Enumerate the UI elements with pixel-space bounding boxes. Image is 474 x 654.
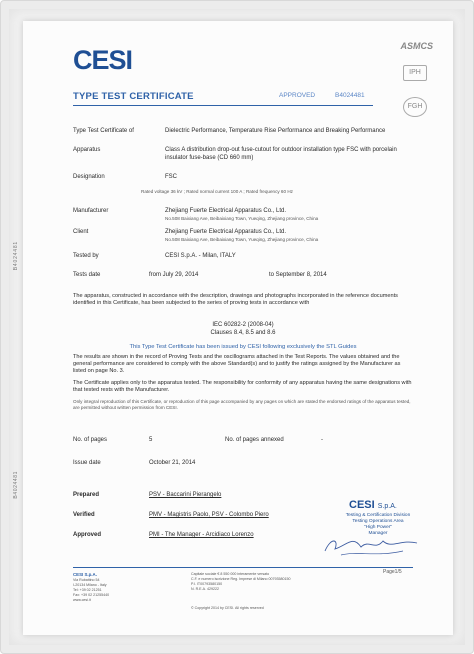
reproduction-paragraph: Only integral reproduction of this Certificate, or reproduction of this page accompanied by any pages on which are stated the endorsed ratings of the apparatus tested, are permitted without written permission from CESI. (73, 399, 411, 410)
cesi-seal (323, 499, 433, 569)
verified-value: PMV - Magistris Paolo, PSV - Colombo Piero (149, 512, 269, 518)
client-name: Zhejiang Fuerte Electrical Apparatus Co., Ltd. (165, 229, 287, 235)
vertical-certificate-number: B4024481 (13, 241, 19, 271)
issued-by-line: This Type Test Certificate has been issued by CESI following exclusively the STL Guides (129, 344, 357, 350)
page-footer (73, 567, 413, 618)
seal-name: CESI (349, 499, 375, 511)
manufacturer-address: No.508 Baixiang Ave, Beibaixiang Town, Yueqing, Zhejiang province, China (165, 216, 319, 221)
tests-date-label: Tests date (73, 272, 101, 278)
footer-capital-line: P.I. IT00793580150 (191, 582, 223, 586)
prepared-value: PSV - Baccarini Pierangelo (149, 492, 222, 498)
tested-by-label: Tested by (73, 253, 99, 259)
footer-company: CESI S.p.A. (73, 572, 97, 577)
certificate-title: TYPE TEST CERTIFICATE (73, 91, 194, 102)
standard-reference: IEC 60282-2 (2008-04) (212, 322, 274, 328)
accreditation-logos (365, 35, 435, 123)
designation-label: Designation (73, 174, 105, 180)
vertical-certificate-number-2: B4024481 (13, 471, 19, 499)
issue-date-label: Issue date (73, 460, 101, 466)
pages-label: No. of pages (73, 437, 108, 443)
intro-paragraph: The apparatus, constructed in accordance with the description, drawings and photographs incorporated in the reference documents identified in this Certificate, has been subjected to the series of proving tests in accordance with (73, 293, 398, 306)
type-test-label: Type Test Certificate of (73, 128, 134, 134)
footer-capital (191, 572, 290, 592)
footer-address-line: Fax: +39 02 21255440 (73, 593, 110, 597)
manufacturer-label: Manufacturer (73, 208, 109, 214)
verified-label: Verified (73, 512, 95, 518)
client-address: No.508 Baixiang Ave, Beibaixiang Town, Yueqing, Zhejiang province, China (165, 237, 319, 242)
seal-line-2: Testing Operations Area (352, 519, 404, 524)
accreditation-logo-3: FGH (403, 97, 427, 117)
footer-address-line: Tel: +39 02 21251 (73, 588, 102, 592)
seal-line-4: Manager (368, 531, 388, 536)
prepared-label: Prepared (73, 492, 100, 498)
ratings-line: Rated voltage 36 kV ; Rated normal current 100 A ; Rated frequency 60 Hz (141, 189, 293, 194)
accreditation-logo-1: ASMCS (400, 41, 433, 51)
approved-label-field: Approved (73, 532, 102, 538)
clauses-reference: Clauses 8.4, 8.5 and 8.6 (210, 330, 276, 336)
footer-capital-line: N. R.E.A. 429222 (191, 587, 219, 591)
seal-line-3: "High Power" (363, 525, 393, 530)
approved-value: PMI - The Manager - Arcidiaco Lorenzo (149, 532, 254, 538)
type-test-value: Dielectric Performance, Temperature Rise Performance and Breaking Performance (165, 128, 386, 134)
pages-value: 5 (149, 437, 153, 443)
certificate-title-bar (73, 91, 373, 106)
footer-address-line: Via Rubattino 54 (73, 578, 100, 582)
client-label: Client (73, 229, 89, 235)
designation-value: FSC (165, 174, 177, 180)
apparatus-value: Class A distribution drop-out fuse-cutout for outdoor installation type FSC with porcelain insulator fuse-base (CD 660 mm) (165, 147, 397, 161)
approved-label: APPROVED (279, 92, 316, 99)
annexed-label: No. of pages annexed (225, 437, 284, 443)
footer-address (73, 578, 109, 603)
seal-suffix: S.p.A. (377, 503, 397, 510)
footer-copyright: © Copyright 2014 by CESI. All rights reserved (191, 606, 264, 610)
tested-by-value: CESI S.p.A. - Milan, ITALY (165, 253, 236, 259)
footer-capital-line: C.F. e numero iscrizione Reg. Imprese di Milano 00793580150 (191, 577, 291, 581)
conformity-paragraph: The Certificate applies only to the apparatus tested. The responsibility for conformity of any apparatus having the same designations with that tested rests with the Manufacturer. (73, 380, 412, 393)
signature-scribble (317, 525, 427, 565)
tests-date-to: to September 8, 2014 (269, 272, 327, 278)
footer-address-line: I-20134 Milano - Italy (73, 583, 107, 587)
issue-date-value: October 21, 2014 (149, 460, 196, 466)
manufacturer-name: Zhejiang Fuerte Electrical Apparatus Co., Ltd. (165, 208, 287, 214)
footer-capital-line: Capitale sociale € 8 550 000 interamente versato (191, 572, 270, 576)
page-number: Page1/5 (383, 569, 402, 575)
cesi-logo: CESI (73, 45, 133, 75)
certificate-page (23, 21, 453, 635)
tests-date-from: from July 29, 2014 (149, 272, 199, 278)
footer-address-line: www.cesi.it (73, 598, 91, 602)
seal-line-1: Testing & Certification Division (345, 513, 411, 518)
accreditation-logo-2: IPH (403, 65, 427, 81)
annexed-value: - (321, 437, 323, 443)
apparatus-label: Apparatus (73, 147, 101, 153)
certificate-number: B4024481 (335, 92, 365, 99)
results-paragraph: The results are shown in the record of Proving Tests and the oscillograms attached in the Test Reports. The values obtained and the general performance are considered to comply with the above Standard(s) and to justify the ratings assigned by the Manufacturer as listed on page No. 3. (73, 354, 401, 374)
